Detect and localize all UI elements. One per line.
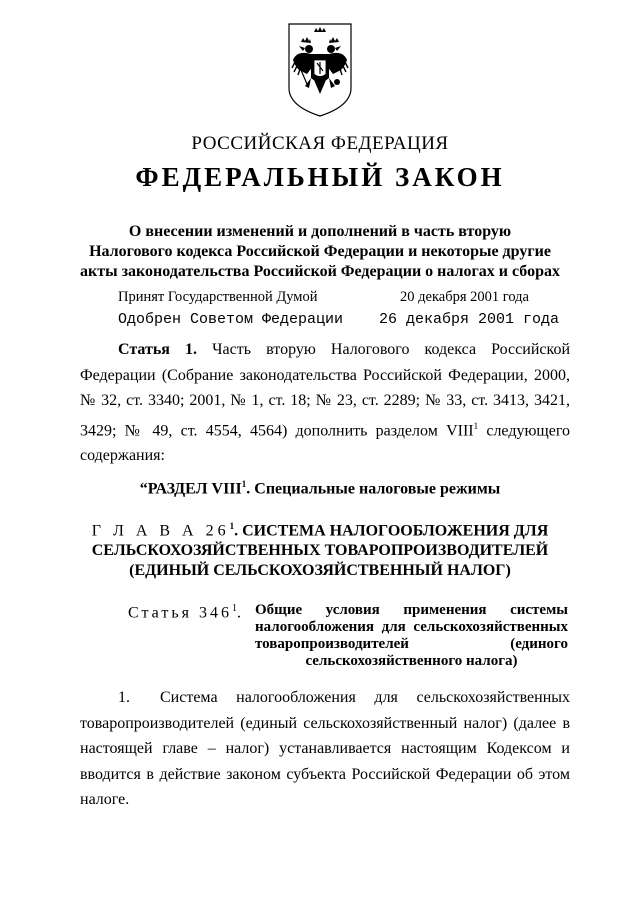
- duma-adoption-date: 20 декабря 2001 года: [400, 289, 529, 305]
- paragraph-1: [80, 685, 570, 813]
- section-heading: [0, 479, 640, 498]
- law-title-line: Налогового кодекса Российской Федерации и некоторые другие: [89, 243, 551, 260]
- chapter-heading-line: СЕЛЬСКОХОЗЯЙСТВЕННЫХ ТОВАРОПРОИЗВОДИТЕЛЕЙ: [91, 542, 549, 560]
- council-approval-date: 26 декабря 2001 года: [378, 311, 559, 328]
- law-title: [60, 222, 580, 282]
- paragraph-1-text-block: [80, 685, 570, 813]
- article-346-title-last-line: сельскохозяйственного налога): [305, 653, 518, 669]
- chapter-heading: [60, 516, 580, 581]
- chapter-title-start: . СИСТЕМА НАЛОГООБЛОЖЕНИЯ ДЛЯ: [234, 522, 549, 540]
- country-name: РОССИЙСКАЯ ФЕДЕРАЦИЯ: [191, 133, 449, 154]
- paragraph-1-text: Система налогообложения для сельскохозяйственных товаропроизводителей (единый сельскохозяйственный налог) (далее в настоящей главе – налог) устанавливается настоящим Кодексом и вводится в действие законом субъекта Российской Федерации об этом налоге.: [80, 689, 570, 808]
- chapter-superscript: 1: [229, 521, 235, 531]
- paragraph-number: 1.: [118, 689, 130, 706]
- article-346-label-text: Статья 346: [128, 604, 232, 622]
- section-heading-suffix: . Специальные налоговые режимы: [246, 480, 501, 498]
- article-1: [80, 337, 570, 469]
- law-title-line: О внесении изменений и дополнений в часть вторую: [128, 223, 512, 240]
- article-346-label-suffix: .: [236, 604, 244, 622]
- chapter-label: Г Л А В А 26: [91, 522, 230, 540]
- article-346-title: [255, 602, 568, 670]
- article-1-text-end: следующего содержания:: [80, 421, 570, 465]
- eagle-emblem-icon: [287, 22, 353, 118]
- article-346-label: [128, 603, 244, 622]
- coat-of-arms-emblem: [287, 22, 353, 118]
- section-heading-prefix: “РАЗДЕЛ VIII: [139, 480, 242, 498]
- article-1-paragraph: [80, 337, 570, 469]
- chapter-heading-line: [60, 516, 580, 541]
- section-number-superscript: 1: [473, 420, 479, 431]
- article-346-superscript: 1: [231, 603, 237, 614]
- article-1-label: Статья 1.: [118, 341, 198, 358]
- law-title-line: акты законодательства Российской Федерации о налогах и сборах: [80, 263, 560, 280]
- duma-adoption-row: [118, 289, 600, 307]
- council-approval-label: Одобрен Советом Федерации: [118, 311, 344, 328]
- article-1-text: Часть вторую Налогового кодекса Российской Федерации (Собрание законодательства Российской Федерации, 2000, № 32, ст. 3340; 2001, № 1, ст. 18; № 23, ст. 2289; № 33, ст. 3413, 3421, 3429; № 49, ст. 4554, 4564) дополнить разделом VIII: [80, 341, 571, 439]
- law-type-heading: ФЕДЕРАЛЬНЫЙ ЗАКОН: [135, 162, 505, 192]
- chapter-heading-line: (ЕДИНЫЙ СЕЛЬСКОХОЗЯЙСТВЕННЫЙ НАЛОГ): [129, 562, 511, 580]
- duma-adoption-label: Принят Государственной Думой: [118, 289, 318, 305]
- section-heading-superscript: 1: [241, 479, 247, 489]
- council-approval-row: [118, 311, 600, 329]
- article-346-title-text: Общие условия применения системы налогообложения для сельскохозяйственных товаропроизводителей (единого: [255, 602, 568, 652]
